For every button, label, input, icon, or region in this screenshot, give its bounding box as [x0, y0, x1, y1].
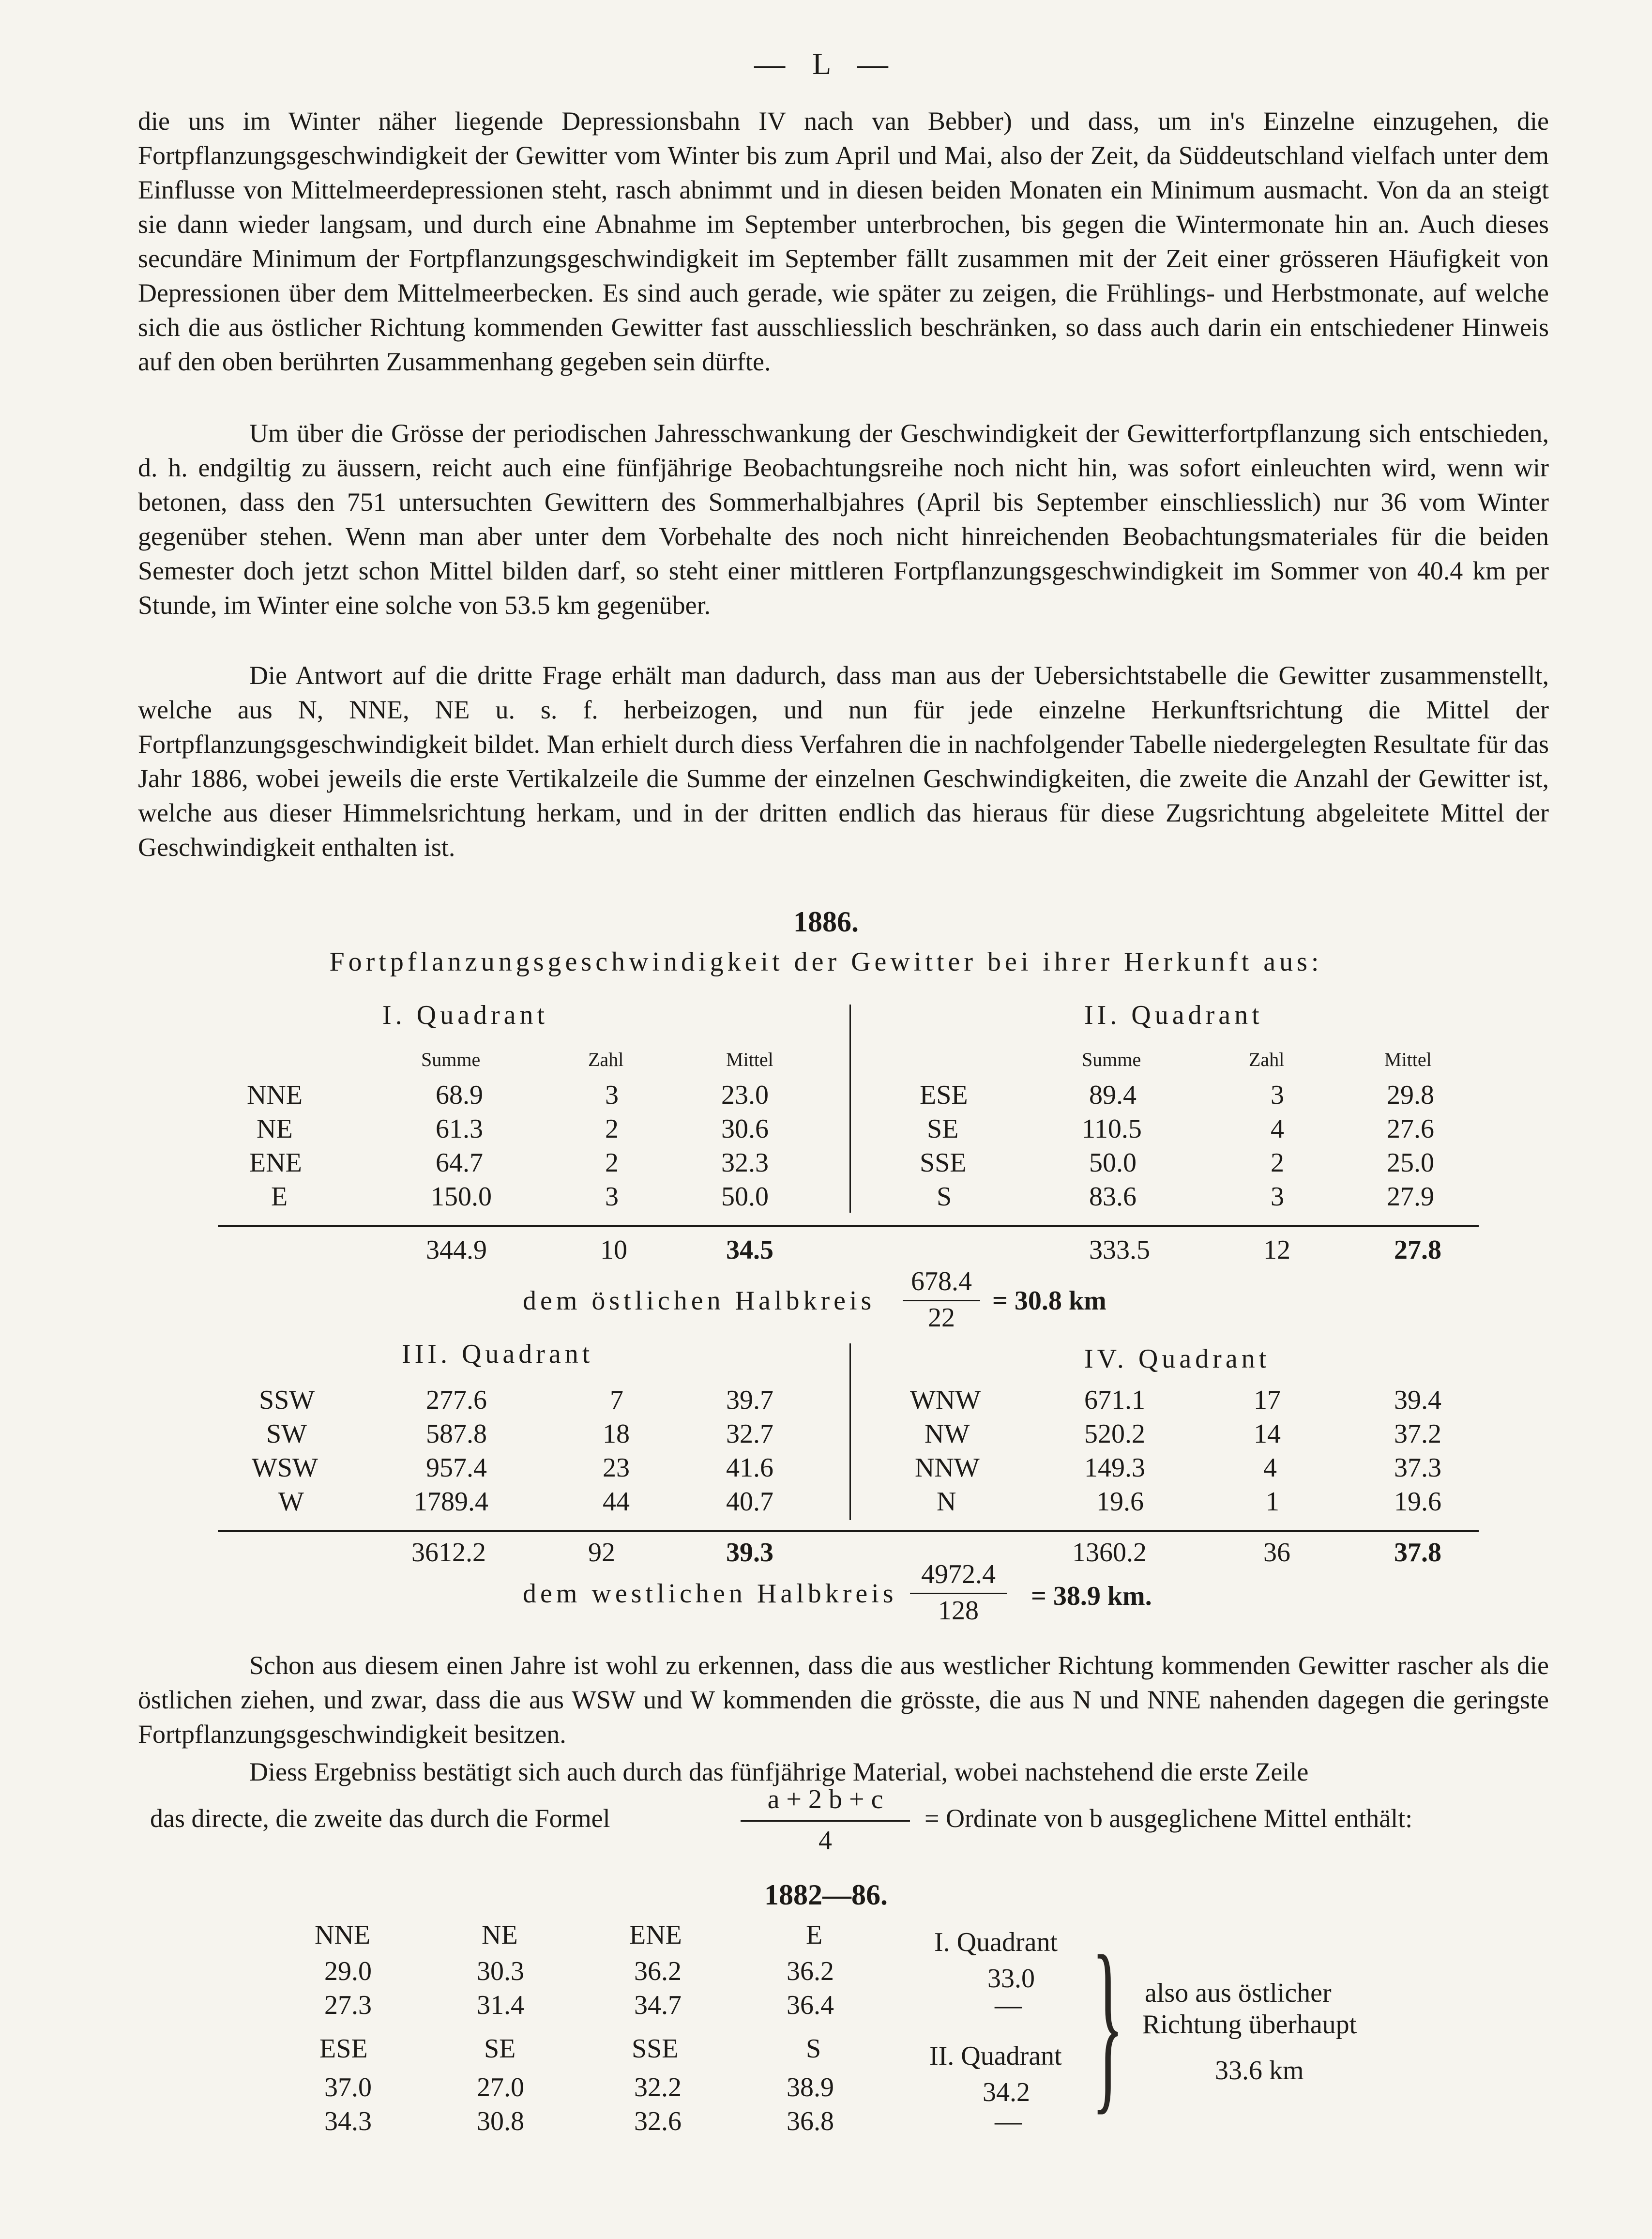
q1-total-summe: 344.9 [426, 1235, 487, 1265]
b1-r2: 36.4 [787, 1990, 834, 2020]
q1-mittel: 32.3 [721, 1148, 769, 1178]
b1-r2: 34.7 [634, 1990, 682, 2020]
east-numerator: 678.4 [911, 1266, 972, 1296]
q1-summe: 68.9 [436, 1080, 483, 1110]
q3-total-zahl: 92 [588, 1538, 615, 1568]
b2-quad-v1: 34.2 [983, 2077, 1030, 2107]
q4-mittel: 37.3 [1394, 1453, 1441, 1483]
q3-dir: W [278, 1487, 304, 1517]
b1-head: E [806, 1920, 823, 1950]
q2-dir: S [937, 1182, 952, 1212]
q3-mittel: 39.7 [726, 1385, 773, 1415]
q3-title: III. Quadrant [402, 1339, 594, 1369]
b1-quadrant: I. Quadrant [934, 1927, 1058, 1957]
total-rule-upper [218, 1225, 1479, 1227]
table-1886-title: Fortpflanzungsgeschwindigkeit der Gewitter bei ihrer Herkunft aus: [329, 947, 1323, 977]
b2-r2: 30.8 [477, 2106, 524, 2136]
q3-summe: 277.6 [426, 1385, 487, 1415]
q1-col-zahl: Zahl [588, 1049, 624, 1070]
q3-total-mittel: 39.3 [726, 1538, 773, 1568]
q4-zahl: 1 [1266, 1487, 1279, 1517]
q4-zahl: 14 [1254, 1419, 1281, 1449]
q1-dir: NE [257, 1114, 293, 1144]
q4-total-mittel: 37.8 [1394, 1538, 1441, 1568]
q2-zahl: 2 [1271, 1148, 1284, 1178]
table-1882-title: 1882—86. [764, 1879, 888, 1911]
b2-quadrant: II. Quadrant [929, 2041, 1062, 2071]
b2-r2: 36.8 [787, 2106, 834, 2136]
b2-head: SE [484, 2034, 516, 2064]
b2-r1: 27.0 [477, 2072, 524, 2102]
q1-zahl: 2 [605, 1114, 619, 1144]
q1-dir: NNE [247, 1080, 303, 1110]
q2-summe: 50.0 [1089, 1148, 1137, 1178]
paragraph-4: Schon aus diesem einen Jahre ist wohl zu erkennen, dass die aus westlicher Richtung kommenden Gewitter rascher als die östlichen ziehen, und zwar, dass die aus WSW und W kommenden die grösste, die aus N und NNE nahenden dagegen die geringste Fortpflanzungsgeschwindigkeit besitzen. [138, 1651, 1549, 1749]
q4-zahl: 17 [1254, 1385, 1281, 1415]
b2-r2: 32.6 [634, 2106, 682, 2136]
b2-head: SSE [632, 2034, 679, 2064]
q3-mittel: 32.7 [726, 1419, 773, 1449]
q4-title: IV. Quadrant [1084, 1344, 1271, 1374]
b1-quad-v2: — [995, 1990, 1022, 2020]
b1-head: NNE [315, 1920, 371, 1950]
table-1886-year: 1886. [793, 906, 859, 938]
q4-total-summe: 1360.2 [1072, 1538, 1147, 1568]
east-denominator: 22 [928, 1303, 955, 1333]
q3-dir: SSW [259, 1385, 315, 1415]
q1-summe: 150.0 [431, 1182, 492, 1212]
paragraph-2: Um über die Grösse der periodischen Jahresschwankung der Geschwindigkeit der Gewitterfortpflanzung sich entschieden, d. h. endgiltig zu äussern, reicht auch eine fünfjährige Beobachtungsreihe noch nicht hin, was sofort einleuchten wird, wenn wir betonen, dass den 751 untersuchten Gewittern des Sommerhalbjahres (April bis September einschliesslich) nur 36 vom Winter gegenüber stehen. Wenn man aber unter dem Vorbehalte des noch nicht hinreichenden Beobachtungsmateriales für die beiden Semester doch jetzt schon Mittel bilden darf, so steht einer mittleren Fortpflanzungsgeschwindigkeit im Sommer von 40.4 km per Stunde, im Winter eine solche von 53.5 km gegenüber. [138, 419, 1549, 620]
q1-zahl: 3 [605, 1182, 619, 1212]
paragraph-3: Die Antwort auf die dritte Frage erhält man dadurch, dass man aus der Uebersichtstabelle die Gewitter zusammenstellt, welche aus N, NNE, NE u. s. f. herbeizogen, und nun für jede einzelne Herkunftsrichtung die Mittel der Fortpflanzungsgeschwindigkeit bildet. Man erhielt durch diess Verfahren die in nachfolgender Tabelle niedergelegten Resultate für das Jahr 1886, wobei jeweils die erste Vertikalzeile die Summe der einzelnen Geschwindigkeiten, die zweite die Anzahl der Gewitter ist, welche aus dieser Himmelsrichtung herkam, und in der dritten endlich das hieraus für diese Zugsrichtung abgeleitete Mittel der Geschwindigkeit enthalten ist. [138, 661, 1549, 862]
q2-dir: SE [927, 1114, 959, 1144]
paragraph-5a: Diess Ergebniss bestätigt sich auch durch das fünfjährige Material, wobei nachstehend die erste Zeile [249, 1757, 1309, 1786]
b2-r1: 37.0 [324, 2072, 372, 2102]
right-brace: } [1091, 1916, 1124, 2131]
q2-summe: 83.6 [1089, 1182, 1137, 1212]
q1-summe: 61.3 [436, 1114, 483, 1144]
paragraph-1: die uns im Winter näher liegende Depressionsbahn IV nach van Bebber) und dass, um in's Einzelne einzugehen, die Fortpflanzungsgeschwindigkeit der Gewitter vom Winter bis zum April und Mai, also der Zeit, da Süddeutschland vielfach unter dem Einflusse von Mittelmeerdepressionen steht, rasch abnimmt und in diesen beiden Monaten ein Minimum ausmacht. Von da an steigt sie dann wieder langsam, und durch eine Abnahme im September unterbrochen, bis gegen die Wintermonate hin an. Auch dieses secundäre Minimum der Fortpflanzungsgeschwindigkeit im September fällt zusammen mit der Zeit einer grösseren Häufigkeit von Depressionen über dem Mittelmeerbecken. Es sind auch gerade, wie später zu zeigen, die Frühlings- und Herbstmonate, auf welche sich die aus östlicher Richtung kommenden Gewitter fast ausschliesslich beschränken, so dass auch darin ein entschiedener Hinweis auf den oben berührten Zusammenhang gegeben sein dürfte. [138, 107, 1549, 376]
q4-total-zahl: 36 [1263, 1538, 1290, 1568]
q4-dir: NW [925, 1419, 970, 1449]
q2-mittel: 25.0 [1387, 1148, 1434, 1178]
q2-zahl: 4 [1271, 1114, 1284, 1144]
east-result: = 30.8 km [992, 1286, 1106, 1316]
q3-summe: 587.8 [426, 1419, 487, 1449]
b1-quad-v1: 33.0 [987, 1964, 1035, 1994]
q2-total-mittel: 27.8 [1394, 1235, 1441, 1265]
q4-summe: 520.2 [1084, 1419, 1145, 1449]
q1-mittel: 50.0 [721, 1182, 769, 1212]
q1-total-zahl: 10 [600, 1235, 627, 1265]
b2-r1: 38.9 [787, 2072, 834, 2102]
b1-r1: 36.2 [787, 1956, 834, 1986]
b1-r1: 29.0 [324, 1956, 372, 1986]
q3-total-summe: 3612.2 [411, 1538, 486, 1568]
q2-title: II. Quadrant [1084, 1000, 1263, 1030]
q3-mittel: 40.7 [726, 1487, 773, 1517]
q3-zahl: 18 [603, 1419, 630, 1449]
q1-mittel: 23.0 [721, 1080, 769, 1110]
q4-mittel: 39.4 [1394, 1385, 1441, 1415]
q4-mittel: 37.2 [1394, 1419, 1441, 1449]
b1-head: NE [482, 1920, 518, 1950]
q1-col-mittel: Mittel [726, 1049, 773, 1070]
q2-col-zahl: Zahl [1249, 1049, 1285, 1070]
q4-summe: 19.6 [1096, 1487, 1144, 1517]
b1-r1: 30.3 [477, 1956, 524, 1986]
summary-line-3: 33.6 km [1215, 2056, 1304, 2086]
formula-numerator: a + 2 b + c [767, 1784, 883, 1814]
b2-quad-v2: — [995, 2106, 1022, 2136]
q2-summe: 110.5 [1082, 1114, 1142, 1144]
west-result: = 38.9 km. [1031, 1581, 1152, 1611]
column-divider-upper [849, 1005, 851, 1213]
formula-denominator: 4 [818, 1826, 832, 1856]
q4-zahl: 4 [1263, 1453, 1277, 1483]
q1-dir: ENE [249, 1148, 302, 1178]
q2-mittel: 27.6 [1387, 1114, 1434, 1144]
q2-dir: ESE [920, 1080, 968, 1110]
east-fraction-bar [903, 1300, 980, 1301]
q2-mittel: 29.8 [1387, 1080, 1434, 1110]
q2-zahl: 3 [1271, 1182, 1284, 1212]
q1-title: I. Quadrant [382, 1000, 549, 1030]
b1-r2: 27.3 [324, 1990, 372, 2020]
formula-lead: das directe, die zweite das durch die Formel [150, 1804, 610, 1833]
b2-r2: 34.3 [324, 2106, 372, 2136]
q1-summe: 64.7 [436, 1148, 483, 1178]
q4-mittel: 19.6 [1394, 1487, 1441, 1517]
b1-r1: 36.2 [634, 1956, 682, 1986]
q2-col-summe: Summe [1082, 1049, 1141, 1070]
q4-dir: WNW [910, 1385, 981, 1415]
q3-zahl: 44 [603, 1487, 630, 1517]
q3-summe: 1789.4 [414, 1487, 488, 1517]
q3-dir: WSW [252, 1453, 318, 1483]
q3-zahl: 7 [610, 1385, 623, 1415]
west-fraction-bar [910, 1593, 1007, 1594]
q2-summe: 89.4 [1089, 1080, 1137, 1110]
q4-dir: N [937, 1487, 956, 1517]
q2-col-mittel: Mittel [1384, 1049, 1432, 1070]
q2-mittel: 27.9 [1387, 1182, 1434, 1212]
b2-head: ESE [319, 2034, 368, 2064]
summary-line-1: also aus östlicher [1145, 1978, 1332, 2008]
q4-summe: 671.1 [1084, 1385, 1145, 1415]
q1-zahl: 3 [605, 1080, 619, 1110]
q3-zahl: 23 [603, 1453, 630, 1483]
summary-line-2: Richtung überhaupt [1142, 2010, 1357, 2040]
total-rule-lower [218, 1530, 1479, 1532]
q2-dir: SSE [920, 1148, 967, 1178]
q2-total-zahl: 12 [1263, 1235, 1290, 1265]
q3-dir: SW [266, 1419, 307, 1449]
q2-total-summe: 333.5 [1089, 1235, 1150, 1265]
q4-dir: NNW [915, 1453, 980, 1483]
q3-mittel: 41.6 [726, 1453, 773, 1483]
column-divider-lower [849, 1343, 851, 1520]
b1-head: ENE [629, 1920, 682, 1950]
q2-zahl: 3 [1271, 1080, 1284, 1110]
q1-zahl: 2 [605, 1148, 619, 1178]
q1-total-mittel: 34.5 [726, 1235, 773, 1265]
formula-trail: = Ordinate von b ausgeglichene Mittel enthält: [925, 1804, 1413, 1833]
west-denominator: 128 [938, 1596, 979, 1626]
east-halfcircle-label: dem östlichen Halbkreis [523, 1286, 876, 1316]
west-numerator: 4972.4 [921, 1559, 996, 1589]
page-number: — L — [754, 46, 898, 81]
q1-dir: E [271, 1182, 288, 1212]
formula-bar [741, 1820, 910, 1822]
q1-mittel: 30.6 [721, 1114, 769, 1144]
q1-col-summe: Summe [421, 1049, 481, 1070]
b2-head: S [806, 2034, 821, 2064]
q3-summe: 957.4 [426, 1453, 487, 1483]
b2-r1: 32.2 [634, 2072, 682, 2102]
west-halfcircle-label: dem westlichen Halbkreis [523, 1579, 897, 1609]
q4-summe: 149.3 [1084, 1453, 1145, 1483]
b1-r2: 31.4 [477, 1990, 524, 2020]
